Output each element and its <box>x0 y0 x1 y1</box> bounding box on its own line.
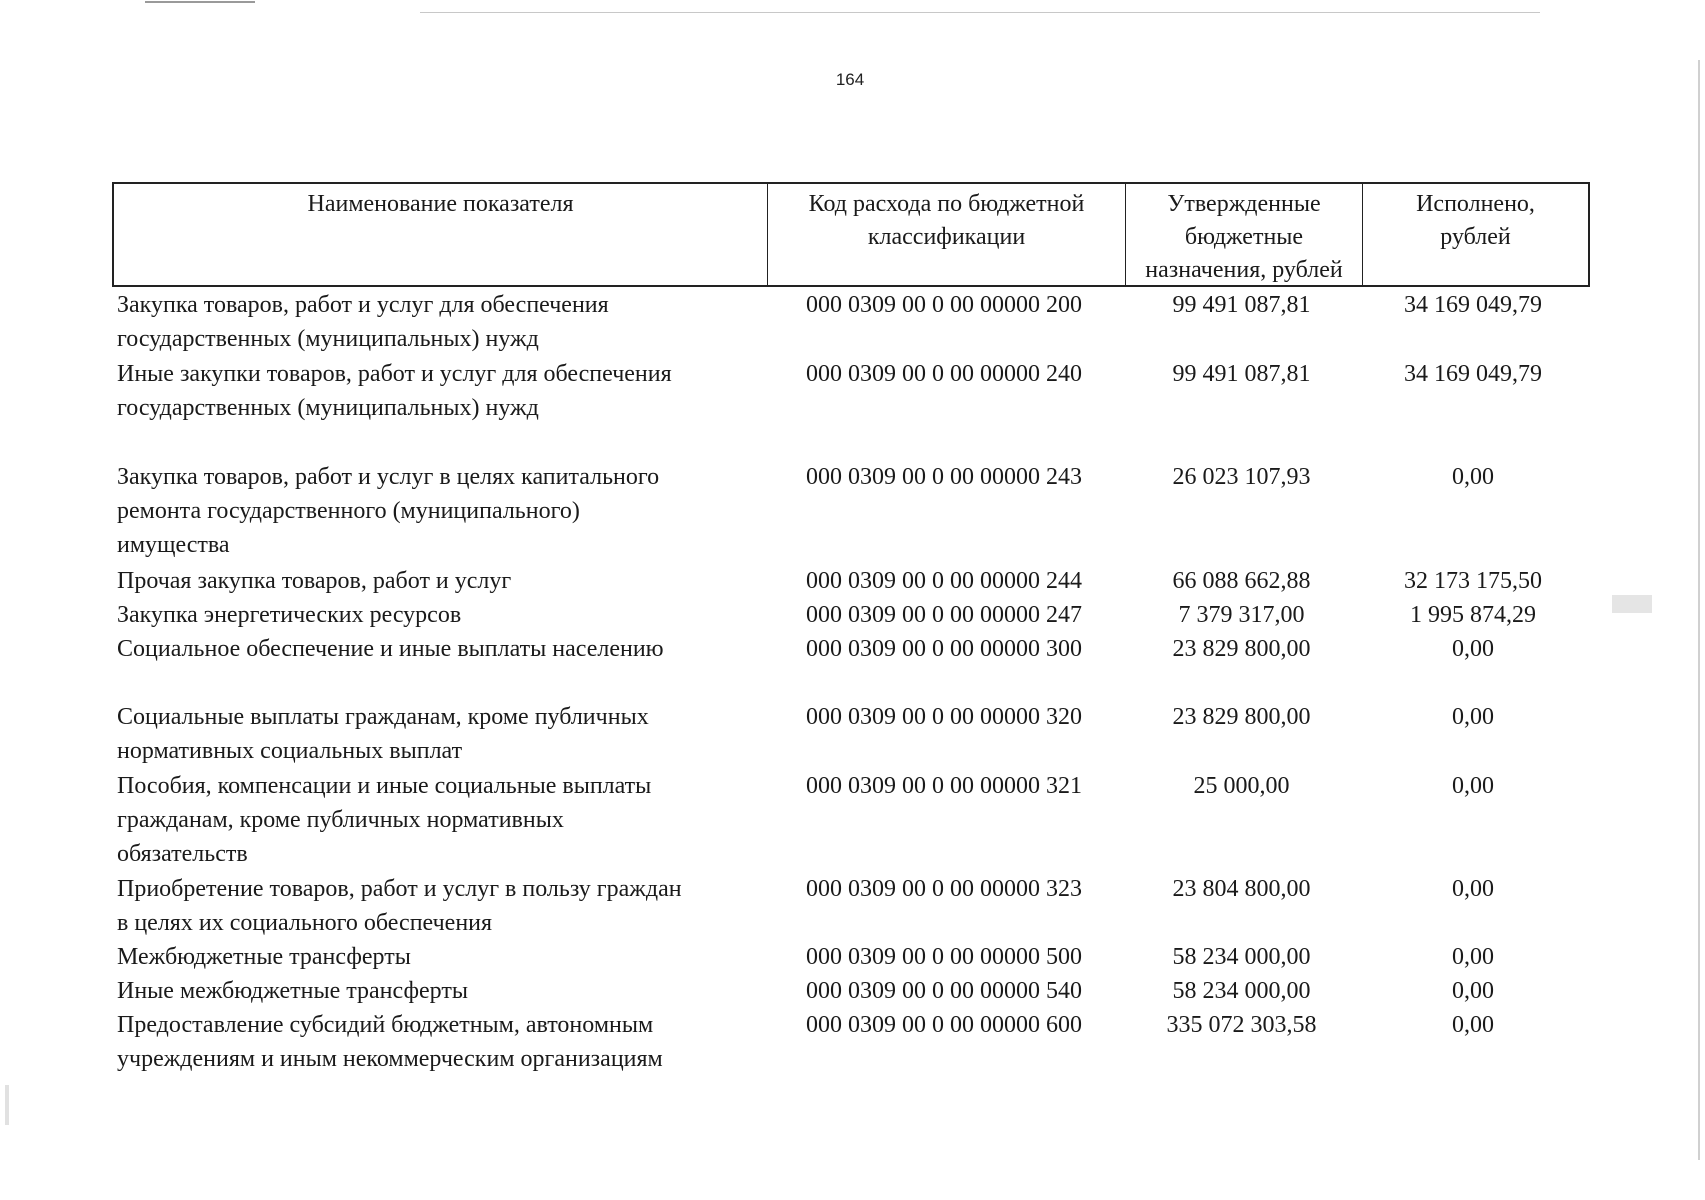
row-name-line: гражданам, кроме публичных нормативных <box>117 807 564 833</box>
row-name-line: Межбюджетные трансферты <box>117 944 411 970</box>
row-name <box>117 564 767 598</box>
row-approved: 58 234 000,00 <box>1172 978 1311 1004</box>
row-name-line: Закупка энергетических ресурсов <box>117 602 462 628</box>
header-line: назначения, рублей <box>1145 257 1343 283</box>
scan-right-edge <box>1698 60 1700 1160</box>
row-name-line: Закупка товаров, работ и услуг для обеспечения <box>117 292 609 318</box>
row-name <box>117 460 767 562</box>
row-name-line: Пособия, компенсации и иные социальные выплаты <box>117 773 652 799</box>
row-approved: 26 023 107,93 <box>1172 464 1311 490</box>
row-name-line: Социальное обеспечение и иные выплаты населению <box>117 636 664 662</box>
table-header <box>112 182 1590 287</box>
header-line: Код расхода по бюджетной <box>808 191 1085 217</box>
row-executed: 0,00 <box>1452 704 1494 730</box>
row-code: 000 0309 00 0 00 00000 540 <box>806 978 1082 1004</box>
row-name <box>117 357 767 425</box>
row-name-line: государственных (муниципальных) нужд <box>117 395 539 421</box>
header-line: бюджетные <box>1184 224 1304 250</box>
row-name <box>117 288 767 356</box>
row-name <box>117 700 767 768</box>
scan-speck <box>5 1085 9 1125</box>
row-code: 000 0309 00 0 00 00000 321 <box>806 773 1082 799</box>
page-number: 164 <box>835 70 865 89</box>
row-name-line: Иные межбюджетные трансферты <box>117 978 468 1004</box>
row-name-line: Предоставление субсидий бюджетным, автономным <box>117 1012 654 1038</box>
row-name <box>117 598 767 632</box>
row-code: 000 0309 00 0 00 00000 320 <box>806 704 1082 730</box>
row-executed: 0,00 <box>1452 464 1494 490</box>
row-approved: 25 000,00 <box>1193 773 1290 799</box>
row-executed: 1 995 874,29 <box>1410 602 1536 628</box>
row-approved: 23 804 800,00 <box>1172 876 1311 902</box>
row-executed: 34 169 049,79 <box>1404 361 1542 387</box>
row-name-line: Приобретение товаров, работ и услуг в пользу граждан <box>117 876 682 902</box>
header-executed <box>1362 184 1588 285</box>
row-approved: 335 072 303,58 <box>1166 1012 1317 1038</box>
row-executed: 0,00 <box>1452 978 1494 1004</box>
row-name-line: ремонта государственного (муниципального) <box>117 498 580 524</box>
row-code: 000 0309 00 0 00 00000 300 <box>806 636 1082 662</box>
header-name <box>114 184 767 285</box>
row-code: 000 0309 00 0 00 00000 500 <box>806 944 1082 970</box>
row-name-line: нормативных социальных выплат <box>117 738 463 764</box>
row-approved: 23 829 800,00 <box>1172 636 1311 662</box>
row-approved: 58 234 000,00 <box>1172 944 1311 970</box>
header-line: рублей <box>1440 224 1511 250</box>
header-line: классификации <box>867 224 1026 250</box>
row-code: 000 0309 00 0 00 00000 200 <box>806 292 1082 318</box>
header-line: Наименование показателя <box>307 191 574 217</box>
row-name-line: в целях их социального обеспечения <box>117 910 493 936</box>
row-name-line: Закупка товаров, работ и услуг в целях капитального <box>117 464 660 490</box>
row-name-line: учреждениям и иным некоммерческим организациям <box>117 1046 663 1072</box>
row-code: 000 0309 00 0 00 00000 323 <box>806 876 1082 902</box>
row-approved: 23 829 800,00 <box>1172 704 1311 730</box>
row-executed: 0,00 <box>1452 1012 1494 1038</box>
row-name-line: Прочая закупка товаров, работ и услуг <box>117 568 512 594</box>
scan-top-line-right <box>420 12 1540 13</box>
budget-table <box>112 182 1590 1072</box>
header-line: Утвержденные <box>1167 191 1321 217</box>
row-name-line: Иные закупки товаров, работ и услуг для обеспечения <box>117 361 672 387</box>
row-name-line: имущества <box>117 532 230 558</box>
scan-speck <box>1612 595 1652 613</box>
row-approved: 99 491 087,81 <box>1172 292 1311 318</box>
row-name <box>117 872 767 940</box>
row-approved: 66 088 662,88 <box>1172 568 1311 594</box>
row-executed: 0,00 <box>1452 636 1494 662</box>
row-executed: 0,00 <box>1452 876 1494 902</box>
header-line: Исполнено, <box>1416 191 1535 217</box>
row-code: 000 0309 00 0 00 00000 243 <box>806 464 1082 490</box>
row-name <box>117 974 767 1008</box>
row-name <box>117 940 767 974</box>
row-approved: 7 379 317,00 <box>1178 602 1305 628</box>
row-code: 000 0309 00 0 00 00000 600 <box>806 1012 1082 1038</box>
row-executed: 32 173 175,50 <box>1404 568 1542 594</box>
row-executed: 34 169 049,79 <box>1404 292 1542 318</box>
scan-top-line-left <box>145 1 255 3</box>
row-name-line: Социальные выплаты гражданам, кроме публичных <box>117 704 649 730</box>
row-name-line: государственных (муниципальных) нужд <box>117 326 539 352</box>
row-name <box>117 769 767 871</box>
row-name <box>117 1008 767 1076</box>
row-name-line: обязательств <box>117 841 248 867</box>
row-approved: 99 491 087,81 <box>1172 361 1311 387</box>
row-executed: 0,00 <box>1452 944 1494 970</box>
row-name <box>117 632 767 666</box>
header-approved <box>1125 184 1362 285</box>
row-executed: 0,00 <box>1452 773 1494 799</box>
row-code: 000 0309 00 0 00 00000 247 <box>806 602 1082 628</box>
row-code: 000 0309 00 0 00 00000 240 <box>806 361 1082 387</box>
header-code <box>767 184 1125 285</box>
row-code: 000 0309 00 0 00 00000 244 <box>806 568 1082 594</box>
